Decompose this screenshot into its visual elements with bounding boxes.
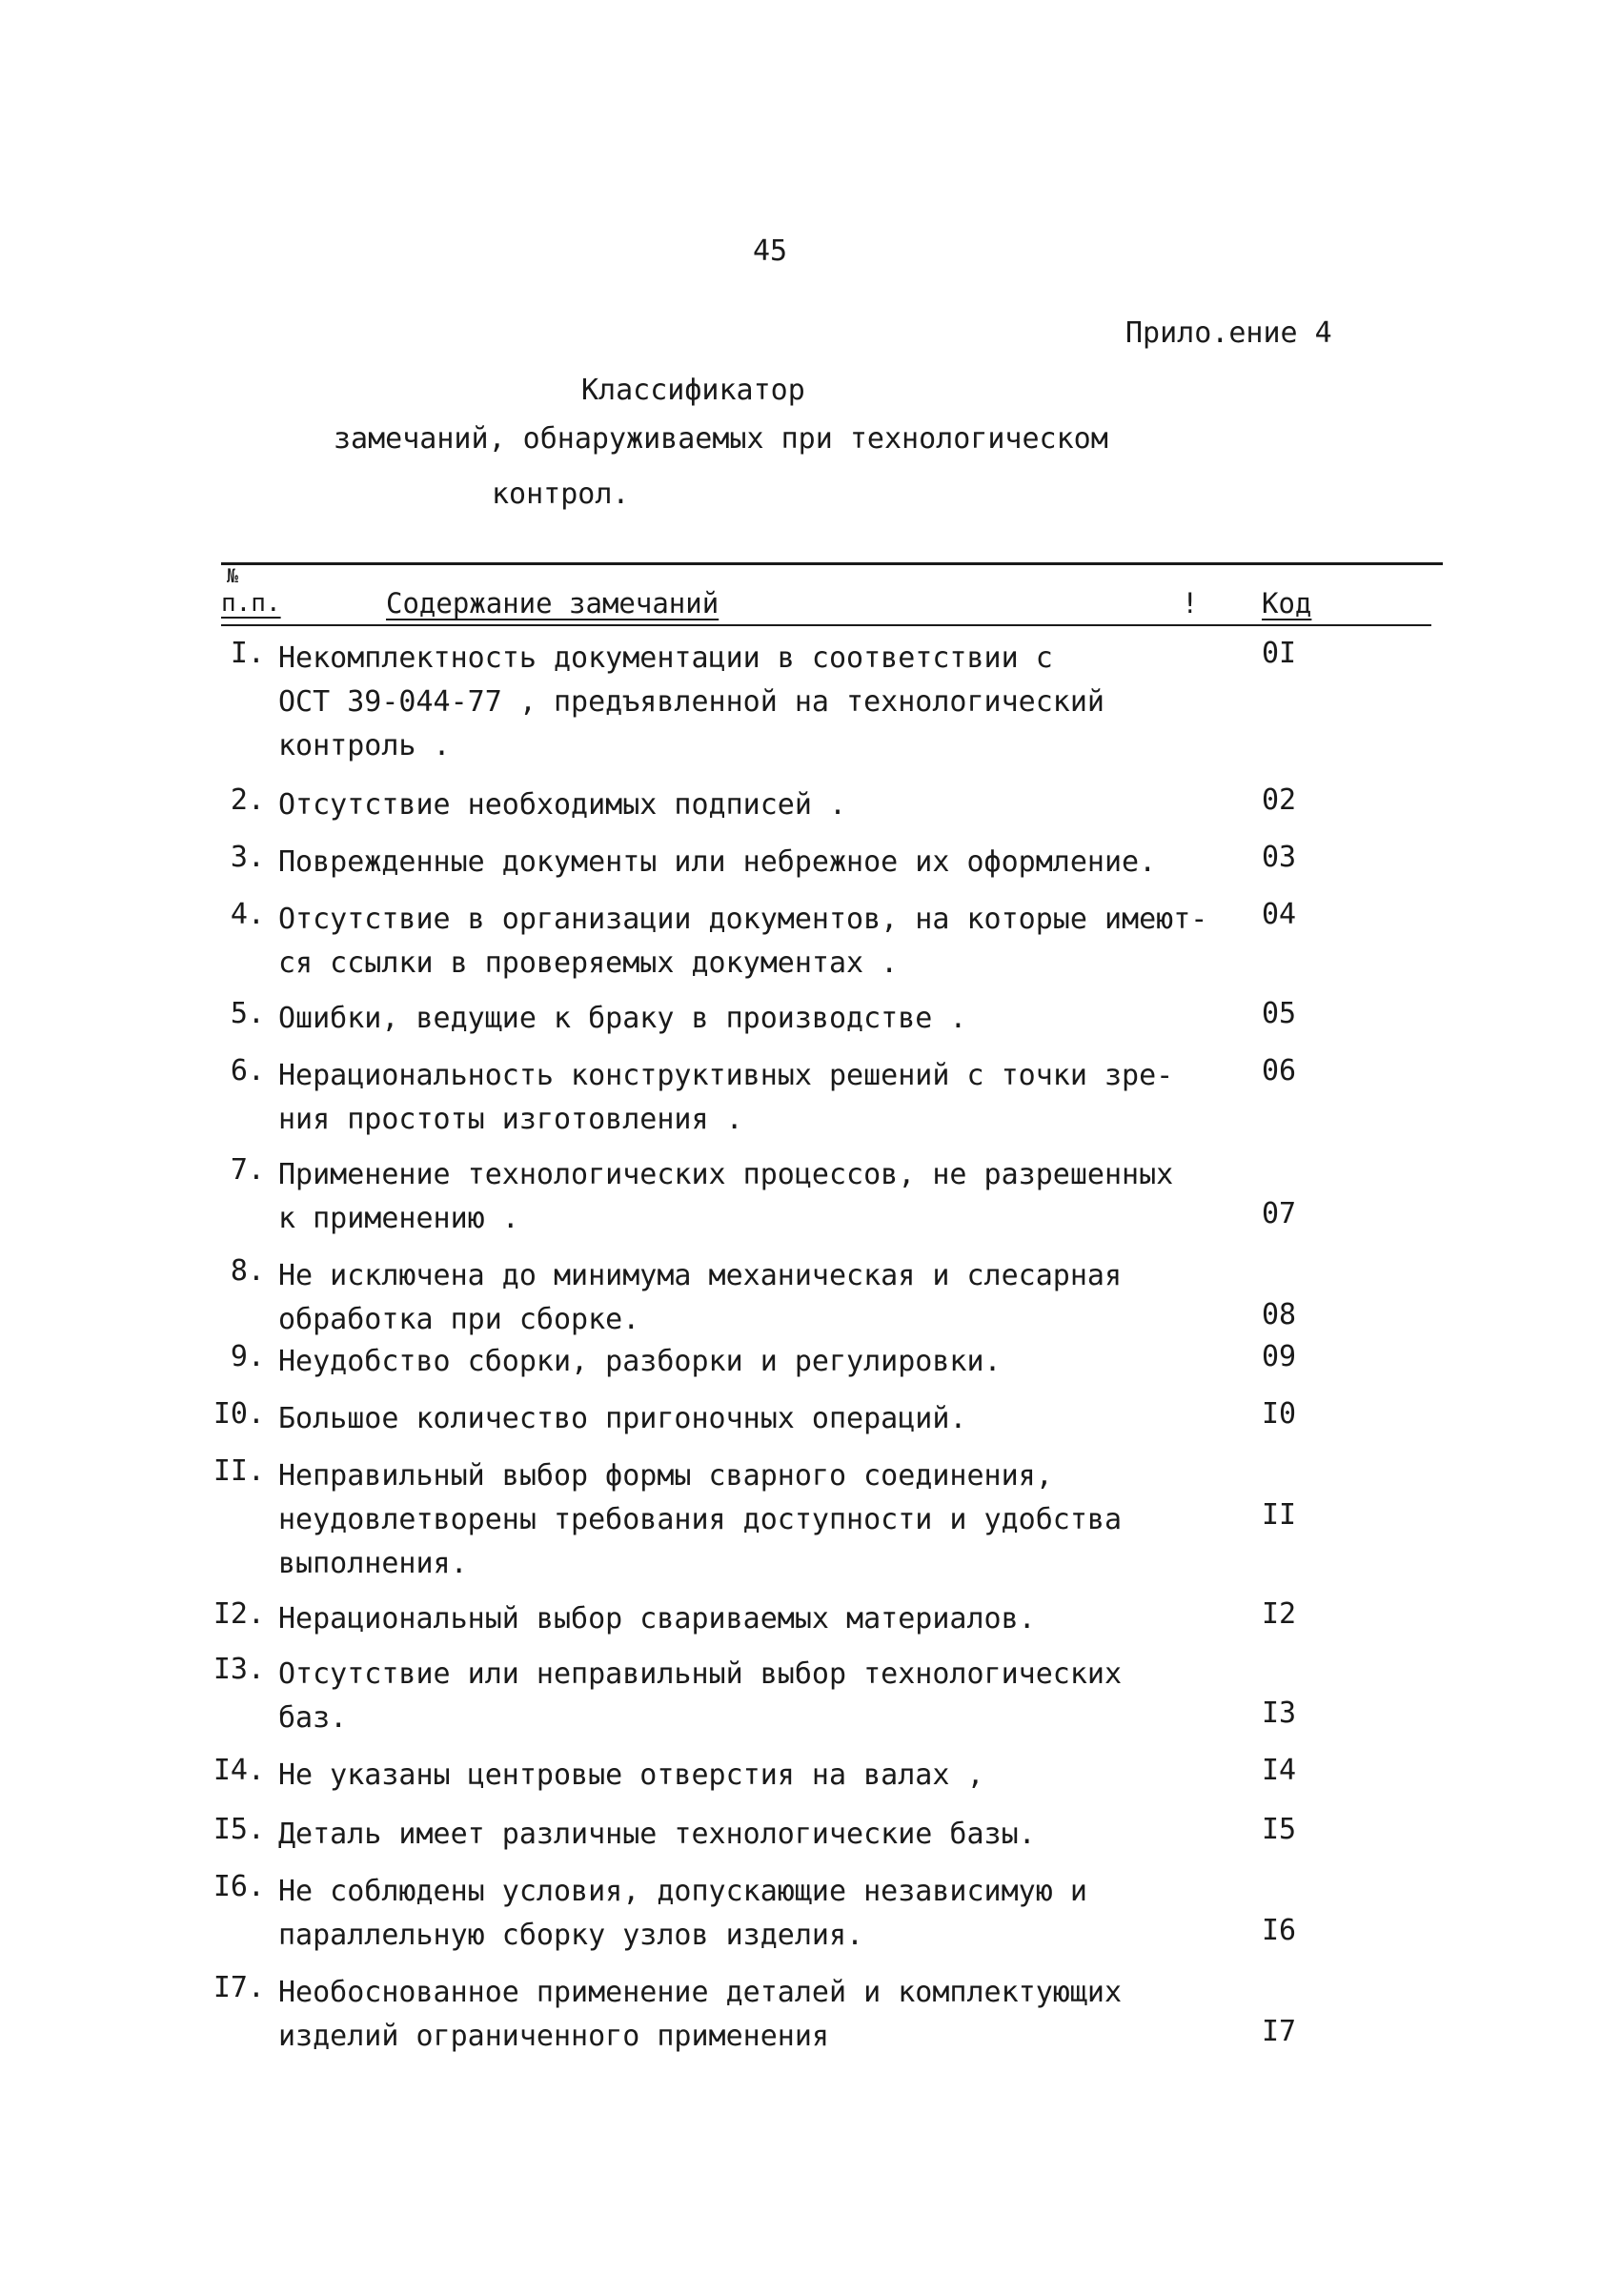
- row-number: 3.: [230, 841, 265, 874]
- row-text: Неудобство сборки, разборки и регулировки.: [278, 1345, 1002, 1378]
- row-code: 08: [1262, 1298, 1297, 1331]
- row-code: I3: [1262, 1697, 1297, 1730]
- row-text: Применение технологических процессов, не разрешенных к применению .: [278, 1158, 1174, 1235]
- document-title: Классификатор: [581, 374, 805, 407]
- row-number: 2.: [230, 783, 265, 817]
- row-text: Ошибки, ведущие к браку в производстве .: [278, 1002, 967, 1035]
- row-number: I3.: [213, 1653, 265, 1686]
- row-text: Деталь имеет различные технологические базы.: [278, 1818, 1036, 1851]
- row-text: Нерациональность конструктивных решений с точки зре- ния простоты изготовления .: [278, 1059, 1174, 1136]
- row-text: Отсутствие или неправильный выбор технологических баз.: [278, 1657, 1123, 1735]
- row-number: 6.: [230, 1054, 265, 1087]
- row-code: 0I: [1262, 637, 1297, 670]
- row-code: I7: [1262, 2015, 1297, 2048]
- row-text: Отсутствие в организации документов, на которые имеют- ся ссылки в проверяемых документах .: [278, 903, 1208, 980]
- row-number: 4.: [230, 898, 265, 931]
- row-number: I6.: [213, 1870, 265, 1903]
- row-code: 04: [1262, 898, 1297, 931]
- row-number: I2.: [213, 1597, 265, 1631]
- row-code: 05: [1262, 997, 1297, 1030]
- row-text: Не соблюдены условия, допускающие независимую и параллельную сборку узлов изделия.: [278, 1875, 1087, 1952]
- header-code: Код: [1262, 587, 1312, 620]
- row-code: 06: [1262, 1054, 1297, 1087]
- row-text: Необоснованное применение деталей и комплектующих изделий ограниченного применения: [278, 1976, 1123, 2053]
- row-number: 9.: [230, 1340, 265, 1373]
- header-number-sign: №: [227, 564, 239, 587]
- row-number: 7.: [230, 1153, 265, 1187]
- row-code: I0: [1262, 1397, 1297, 1431]
- header-separator: !: [1182, 587, 1199, 620]
- row-number: I0.: [213, 1397, 265, 1431]
- header-bottom-rule: [221, 624, 1431, 626]
- row-code: I5: [1262, 1813, 1297, 1846]
- row-code: 02: [1262, 783, 1297, 817]
- row-number: II.: [213, 1454, 265, 1488]
- row-number: I.: [230, 637, 265, 670]
- row-code: 07: [1262, 1197, 1297, 1230]
- row-number: 8.: [230, 1254, 265, 1288]
- row-code: 09: [1262, 1340, 1297, 1373]
- row-text: Нерациональный выбор свариваемых материалов.: [278, 1602, 1036, 1636]
- row-text: Некомплектность документации в соответствии с ОСТ 39-044-77 , предъявленной на технологический контроль .: [278, 641, 1104, 762]
- row-text: Отсутствие необходимых подписей .: [278, 788, 847, 822]
- table-top-rule: [221, 562, 1443, 565]
- page-number: 45: [753, 234, 788, 268]
- document-subtitle-end: контрол.: [492, 477, 630, 511]
- row-text: Не исключена до минимума механическая и слесарная обработка при сборке.: [278, 1259, 1123, 1336]
- row-code: I2: [1262, 1597, 1297, 1631]
- row-number: I4.: [213, 1754, 265, 1787]
- header-number: п.п.: [221, 589, 281, 618]
- row-number: 5.: [230, 997, 265, 1030]
- row-text: Большое количество пригоночных операций.: [278, 1402, 967, 1435]
- row-code: 03: [1262, 841, 1297, 874]
- document-subtitle: замечаний, обнаруживаемых при технологическом: [334, 422, 1108, 456]
- row-text: Не указаны центровые отверстия на валах ,: [278, 1758, 984, 1792]
- row-number: I7.: [213, 1971, 265, 2004]
- row-code: I4: [1262, 1754, 1297, 1787]
- row-code: I6: [1262, 1914, 1297, 1947]
- header-content: Содержание замечаний: [386, 587, 719, 620]
- appendix-label: Прило.ение 4: [1125, 316, 1332, 350]
- row-text: Поврежденные документы или небрежное их оформление.: [278, 845, 1157, 879]
- row-text: Неправильный выбор формы сварного соединения, неудовлетворены требования доступности и удобства выполнения.: [278, 1459, 1123, 1580]
- row-number: I5.: [213, 1813, 265, 1846]
- row-code: II: [1262, 1498, 1297, 1532]
